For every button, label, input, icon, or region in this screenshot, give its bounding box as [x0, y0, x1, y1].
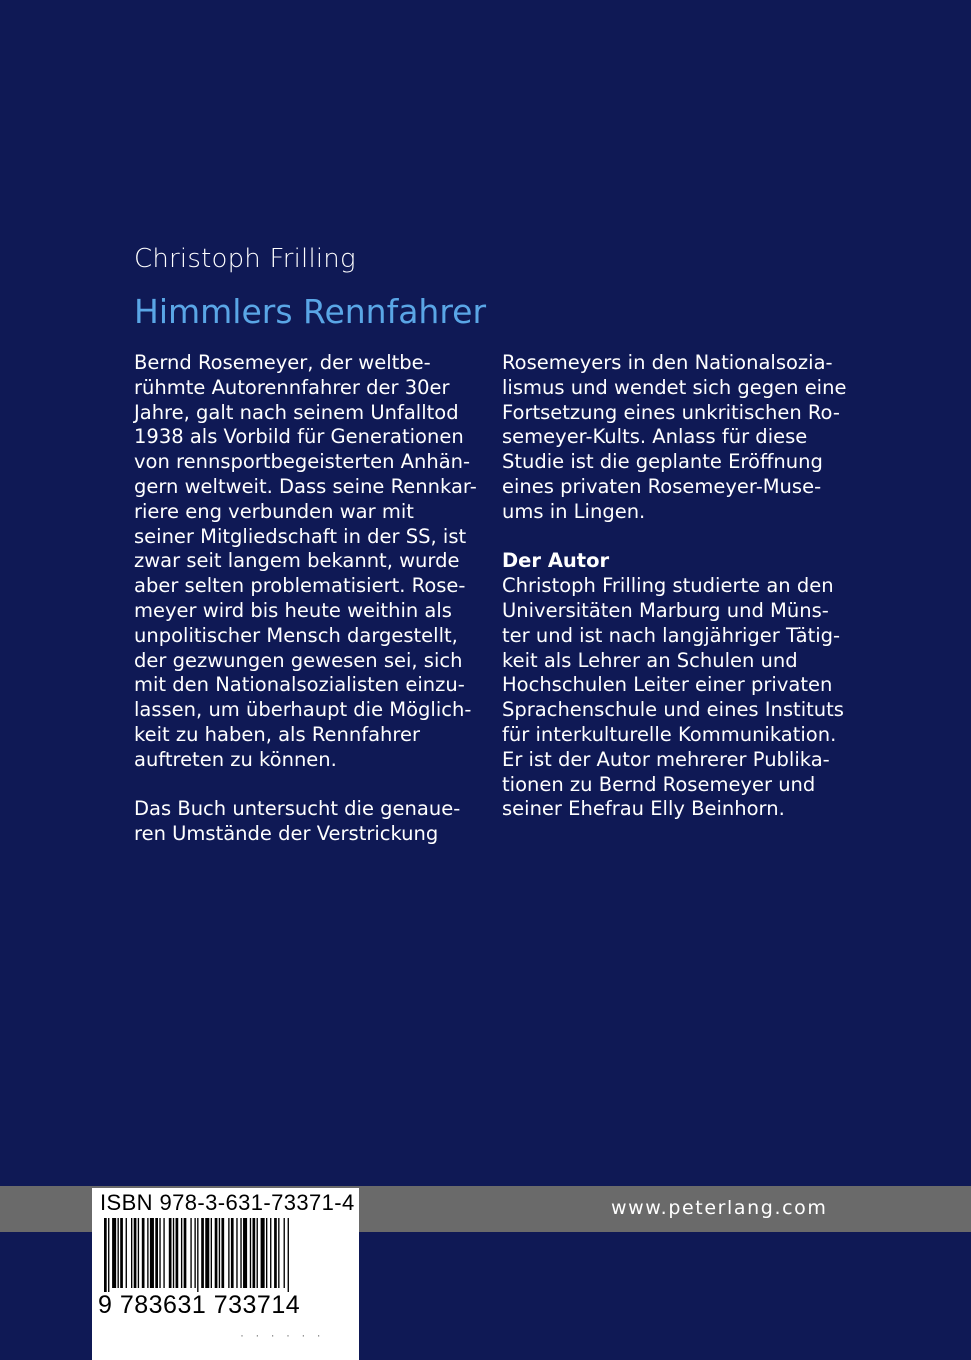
text-line: von rennsportbegeisterten Anhän-	[134, 450, 471, 474]
barcode-bar	[270, 1218, 271, 1288]
text-line: unpolitischer Mensch dargestellt,	[134, 623, 458, 647]
text-line: keit zu haben, als Rennfahrer	[134, 722, 420, 746]
text-line: für interkulturelle Kommunikation.	[502, 722, 837, 746]
barcode-addon: · · · · · ·	[240, 1328, 325, 1342]
text-line: rühmte Autorennfahrer der 30er	[134, 375, 450, 399]
text-line: tionen zu Bernd Rosemeyer und	[502, 772, 816, 796]
isbn-label: ISBN 978-3-631-73371-4	[100, 1190, 355, 1215]
text-line: zwar seit langem bekannt, wurde	[134, 549, 460, 573]
text-line: Fortsetzung eines unkritischen Ro-	[502, 400, 840, 424]
barcode-bar	[118, 1218, 119, 1288]
barcode-bar	[131, 1218, 132, 1288]
text-line: Christoph Frilling studierte an den	[502, 574, 834, 598]
barcode-bar	[142, 1218, 145, 1288]
text-line: gern weltweit. Dass seine Rennkar-	[134, 474, 477, 498]
barcode-bars	[100, 1218, 350, 1292]
barcode-bar	[176, 1218, 179, 1288]
barcode-bar	[219, 1218, 220, 1288]
barcode-panel	[92, 1188, 359, 1360]
text-line: ren Umstände der Verstrickung	[134, 822, 439, 846]
publisher-website[interactable]: www.peterlang.com	[611, 1197, 828, 1219]
text-line: Er ist der Autor mehrerer Publika-	[502, 747, 830, 771]
barcode-bar	[236, 1218, 237, 1288]
text-line: semeyer-Kults. Anlass für diese	[502, 425, 808, 449]
barcode-bar	[284, 1218, 285, 1288]
barcode-bar	[266, 1218, 267, 1288]
barcode-bar	[215, 1218, 218, 1288]
text-line: seiner Ehefrau Elly Beinhorn.	[502, 797, 785, 821]
barcode-bar	[278, 1218, 279, 1288]
barcode-bar	[190, 1218, 191, 1288]
barcode-bar	[257, 1218, 258, 1288]
barcode-bar	[134, 1218, 137, 1288]
barcode-bar	[205, 1218, 209, 1288]
author-name: Christoph Frilling	[134, 244, 356, 274]
barcode-bar	[250, 1218, 251, 1288]
barcode-bar	[169, 1218, 172, 1288]
barcode-bar	[288, 1218, 289, 1292]
barcode-bar	[155, 1218, 158, 1288]
text-line: eines privaten Rosemeyer-Muse-	[502, 474, 822, 498]
text-line: Jahre, galt nach seinem Unfalltod	[134, 400, 459, 424]
blurb-left-column	[134, 351, 484, 847]
barcode-bar	[173, 1218, 174, 1288]
blurb-right-column	[502, 351, 852, 822]
barcode-bar	[159, 1218, 160, 1288]
barcode-bar	[163, 1218, 164, 1288]
text-line: Universitäten Marburg und Müns-	[502, 598, 829, 622]
text-line: aber selten problematisiert. Rose-	[134, 574, 466, 598]
text-line: Das Buch untersucht die genaue-	[134, 797, 461, 821]
text-line: mit den Nationalsozialisten einzu-	[134, 673, 465, 697]
text-line: keit als Lehrer an Schulen und	[502, 648, 798, 672]
barcode-bar	[261, 1218, 265, 1288]
text-line: Studie ist die geplante Eröffnung	[502, 450, 823, 474]
text-line: 1938 als Vorbild für Generationen	[134, 425, 464, 449]
blurb-continuation	[502, 351, 852, 525]
barcode-bar	[112, 1218, 116, 1288]
barcode-bar	[201, 1218, 204, 1288]
barcode-bar	[138, 1218, 139, 1288]
barcode-bar	[228, 1218, 229, 1288]
text-line: ums in Lingen.	[502, 499, 646, 523]
text-line: Sprachenschule und eines Instituts	[502, 698, 844, 722]
barcode-digits: 9 783631 733714	[98, 1291, 301, 1319]
barcode-bar	[240, 1218, 241, 1288]
barcode-bar	[194, 1218, 195, 1288]
text-line: Bernd Rosemeyer, der weltbe-	[134, 351, 431, 374]
text-line: der gezwungen gewesen sei, sich	[134, 648, 463, 672]
paragraph-gap	[502, 525, 852, 550]
barcode-bar	[253, 1218, 256, 1288]
barcode-bar	[150, 1218, 154, 1288]
text-line: Rosemeyers in den Nationalsozia-	[502, 351, 833, 374]
barcode-bar	[231, 1218, 234, 1288]
text-line: lismus und wendet sich gegen eine	[502, 375, 847, 399]
paragraph-gap	[134, 773, 484, 798]
text-line: riere eng verbunden war mit	[134, 499, 414, 523]
barcode-bar	[221, 1218, 224, 1288]
barcode-bar	[104, 1218, 107, 1292]
text-line: Hochschulen Leiter einer privaten	[502, 673, 833, 697]
barcode-bar	[211, 1218, 212, 1288]
text-line: auftreten zu können.	[134, 747, 337, 771]
barcode-bar	[147, 1218, 148, 1288]
text-line: seiner Mitgliedschaft in der SS, ist	[134, 524, 467, 548]
text-line: meyer wird bis heute weithin als	[134, 598, 452, 622]
barcode-bar	[243, 1218, 247, 1288]
barcode-bar	[197, 1218, 198, 1292]
text-line: ter und ist nach langjähriger Tätig-	[502, 623, 841, 647]
barcode-bar	[126, 1218, 127, 1288]
barcode-bar	[181, 1218, 182, 1288]
about-author-heading: Der Autor	[502, 549, 610, 573]
text-line: lassen, um überhaupt die Möglich-	[134, 698, 472, 722]
barcode-bar	[274, 1218, 277, 1288]
barcode-bar	[184, 1218, 187, 1288]
about-author-text	[502, 574, 852, 822]
book-title: Himmlers Rennfahrer	[134, 292, 487, 331]
barcode-bar	[120, 1218, 123, 1288]
barcode-bar	[108, 1218, 109, 1292]
